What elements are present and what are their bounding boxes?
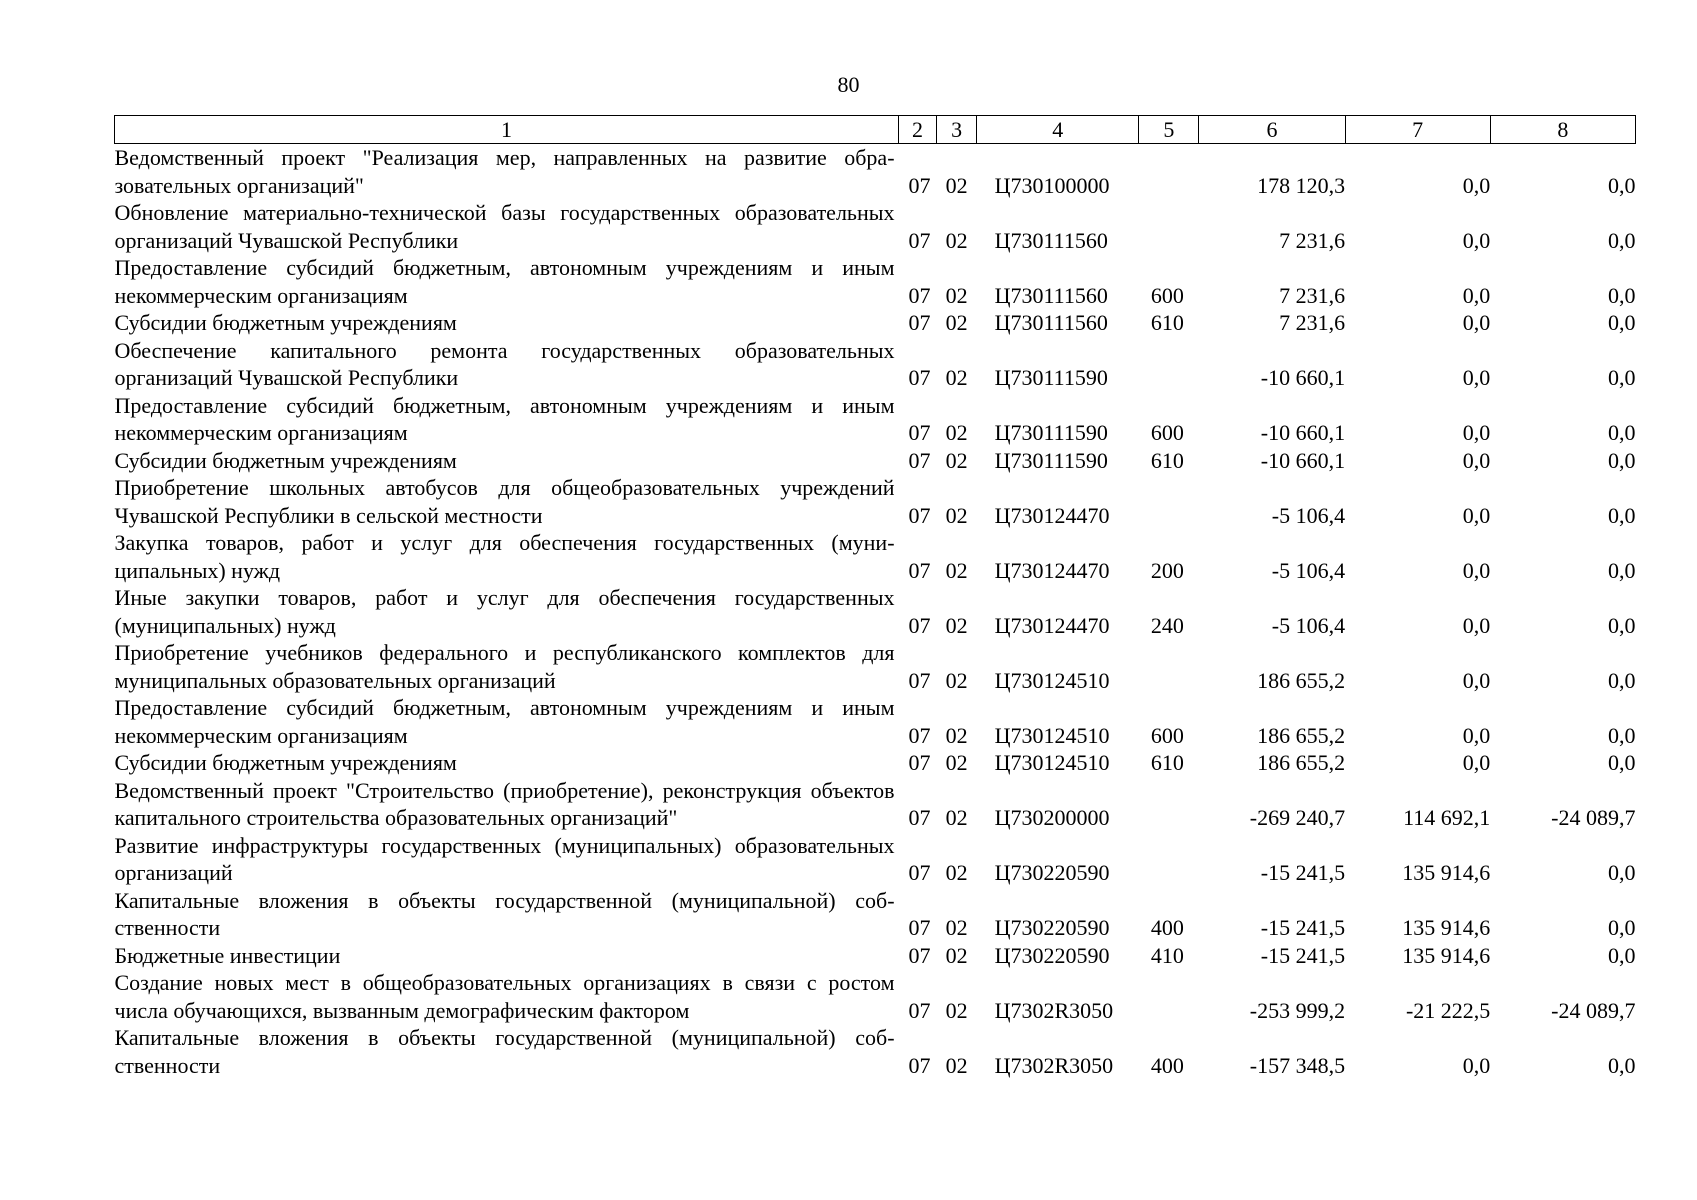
target-article-code: Ц730111590 bbox=[994, 420, 1108, 445]
row-name: Закупка товаров, работ и услуг для обеспечения государственных (муниципальных) нужд bbox=[114, 530, 895, 583]
row-name: Предоставление субсидий бюджетным, автономным учреждениям и иным некоммерческим организациям bbox=[114, 392, 895, 445]
amount-col-7: 0,0 bbox=[1462, 310, 1491, 335]
amount-col-8: -24 089,7 bbox=[1551, 997, 1636, 1023]
amount-col-7: 0,0 bbox=[1462, 420, 1491, 445]
target-article-code: Ц730124470 bbox=[994, 612, 1110, 638]
table-row bbox=[115, 969, 1636, 1024]
target-article-code: Ц730111560 bbox=[994, 310, 1108, 335]
row-name: Субсидии бюджетным учреждениям bbox=[114, 447, 457, 473]
section-code: 07 bbox=[908, 557, 931, 583]
amount-col-6: -15 241,5 bbox=[1260, 860, 1346, 885]
subsection-code: 02 bbox=[945, 502, 968, 528]
amount-col-8: 0,0 bbox=[1608, 1052, 1636, 1078]
amount-col-7: 0,0 bbox=[1462, 227, 1491, 253]
row-name: Субсидии бюджетным учреждениям bbox=[114, 310, 457, 335]
expense-type-code bbox=[1139, 337, 1199, 392]
table-row bbox=[115, 199, 1636, 254]
table-row bbox=[115, 474, 1636, 529]
subsection-code: 02 bbox=[945, 750, 968, 775]
row-name: Ведомственный проект "Реализация мер, направленных на развитие образовательных организаций" bbox=[114, 145, 895, 198]
amount-col-8: 0,0 bbox=[1608, 612, 1636, 638]
target-article-code: Ц7302R3050 bbox=[994, 1052, 1114, 1078]
amount-col-8: 0,0 bbox=[1608, 447, 1636, 473]
amount-col-7: 0,0 bbox=[1462, 282, 1491, 308]
section-code: 07 bbox=[908, 612, 931, 638]
table-row bbox=[115, 584, 1636, 639]
expense-type-code bbox=[1139, 639, 1199, 694]
amount-col-8: 0,0 bbox=[1608, 750, 1636, 775]
row-name: Создание новых мест в общеобразовательных организациях в связи с ростом числа обучающихся, вызванным демографическим фактором bbox=[114, 970, 895, 1023]
amount-col-6: 186 655,2 bbox=[1257, 750, 1346, 775]
target-article-code: Ц730220590 bbox=[994, 860, 1110, 885]
table-row bbox=[115, 639, 1636, 694]
row-name: Приобретение школьных автобусов для общеобразовательных учреждений Чувашской Республики в сельской местности bbox=[114, 475, 895, 528]
expense-type-code: 410 bbox=[1150, 942, 1184, 968]
table-row bbox=[115, 447, 1636, 475]
expense-type-code: 610 bbox=[1150, 750, 1184, 775]
row-name: Развитие инфраструктуры государственных (муниципальных) образовательных организаций bbox=[114, 832, 895, 885]
subsection-code: 02 bbox=[945, 805, 968, 830]
table-row bbox=[115, 392, 1636, 447]
amount-col-8: 0,0 bbox=[1608, 282, 1636, 308]
row-name: Бюджетные инвестиции bbox=[114, 942, 341, 968]
amount-col-8: 0,0 bbox=[1608, 502, 1636, 528]
amount-col-7: 0,0 bbox=[1462, 750, 1491, 775]
amount-col-7: 0,0 bbox=[1462, 447, 1491, 473]
column-header-7: 7 bbox=[1345, 116, 1490, 144]
row-name: Капитальные вложения в объекты государственной (муниципальной) собственности bbox=[114, 887, 895, 940]
amount-col-7: 0,0 bbox=[1462, 722, 1491, 748]
subsection-code: 02 bbox=[945, 227, 968, 253]
amount-col-6: -5 106,4 bbox=[1271, 612, 1346, 638]
amount-col-8: 0,0 bbox=[1608, 420, 1636, 445]
amount-col-8: 0,0 bbox=[1608, 860, 1636, 885]
target-article-code: Ц730124510 bbox=[994, 750, 1110, 775]
section-code: 07 bbox=[908, 365, 931, 390]
target-article-code: Ц730100000 bbox=[994, 172, 1110, 198]
target-article-code: Ц730124510 bbox=[994, 667, 1110, 693]
section-code: 07 bbox=[908, 310, 931, 335]
amount-col-6: -5 106,4 bbox=[1271, 557, 1346, 583]
amount-col-6: 7 231,6 bbox=[1279, 310, 1346, 335]
row-name: Приобретение учебников федерального и республиканского комплектов для муниципальных образовательных организаций bbox=[114, 640, 895, 693]
row-name: Субсидии бюджетным учреждениям bbox=[114, 750, 457, 775]
target-article-code: Ц7302R3050 bbox=[994, 997, 1114, 1023]
section-code: 07 bbox=[908, 997, 931, 1023]
section-code: 07 bbox=[908, 282, 931, 308]
expense-type-code: 400 bbox=[1150, 1052, 1184, 1078]
target-article-code: Ц730124470 bbox=[994, 502, 1110, 528]
amount-col-8: 0,0 bbox=[1608, 722, 1636, 748]
amount-col-7: 0,0 bbox=[1462, 667, 1491, 693]
amount-col-6: -10 660,1 bbox=[1260, 420, 1346, 445]
subsection-code: 02 bbox=[945, 997, 968, 1023]
subsection-code: 02 bbox=[945, 942, 968, 968]
table-row bbox=[115, 337, 1636, 392]
amount-col-8: 0,0 bbox=[1608, 942, 1636, 968]
section-code: 07 bbox=[908, 447, 931, 473]
expense-type-code: 400 bbox=[1150, 915, 1184, 940]
amount-col-8: 0,0 bbox=[1608, 915, 1636, 940]
table-body bbox=[115, 144, 1636, 1080]
subsection-code: 02 bbox=[945, 612, 968, 638]
section-code: 07 bbox=[908, 942, 931, 968]
column-header-3: 3 bbox=[937, 116, 977, 144]
table-row bbox=[115, 1024, 1636, 1079]
section-code: 07 bbox=[908, 1052, 931, 1078]
amount-col-8: 0,0 bbox=[1608, 227, 1636, 253]
subsection-code: 02 bbox=[945, 172, 968, 198]
target-article-code: Ц730124470 bbox=[994, 557, 1110, 583]
amount-col-6: -157 348,5 bbox=[1249, 1052, 1346, 1078]
table-row bbox=[115, 749, 1636, 777]
amount-col-7: 135 914,6 bbox=[1402, 860, 1491, 885]
target-article-code: Ц730220590 bbox=[994, 942, 1110, 968]
subsection-code: 02 bbox=[945, 915, 968, 940]
page-number: 80 bbox=[837, 72, 860, 97]
column-header-5: 5 bbox=[1139, 116, 1199, 144]
target-article-code: Ц730200000 bbox=[994, 805, 1110, 830]
column-header-4: 4 bbox=[977, 116, 1139, 144]
subsection-code: 02 bbox=[945, 1052, 968, 1078]
amount-col-6: -253 999,2 bbox=[1249, 997, 1346, 1023]
table-row bbox=[115, 942, 1636, 970]
amount-col-6: -5 106,4 bbox=[1271, 502, 1346, 528]
section-code: 07 bbox=[908, 915, 931, 940]
target-article-code: Ц730111560 bbox=[994, 227, 1108, 253]
row-name: Предоставление субсидий бюджетным, автономным учреждениям и иным некоммерческим организациям bbox=[114, 695, 895, 748]
table-row bbox=[115, 144, 1636, 200]
amount-col-7: 114 692,1 bbox=[1403, 805, 1491, 830]
table-row bbox=[115, 309, 1636, 337]
amount-col-7: 0,0 bbox=[1462, 502, 1491, 528]
subsection-code: 02 bbox=[945, 310, 968, 335]
amount-col-6: -15 241,5 bbox=[1260, 915, 1346, 940]
amount-col-7: 0,0 bbox=[1462, 172, 1491, 198]
target-article-code: Ц730220590 bbox=[994, 915, 1110, 940]
subsection-code: 02 bbox=[945, 420, 968, 445]
expense-type-code bbox=[1139, 777, 1199, 832]
expense-type-code: 610 bbox=[1150, 310, 1184, 335]
amount-col-8: 0,0 bbox=[1608, 310, 1636, 335]
amount-col-7: 135 914,6 bbox=[1402, 942, 1491, 968]
budget-table bbox=[114, 115, 1636, 1079]
subsection-code: 02 bbox=[945, 365, 968, 390]
table-row bbox=[115, 529, 1636, 584]
subsection-code: 02 bbox=[945, 282, 968, 308]
table-row bbox=[115, 887, 1636, 942]
amount-col-7: -21 222,5 bbox=[1405, 997, 1491, 1023]
amount-col-6: 7 231,6 bbox=[1279, 282, 1346, 308]
amount-col-7: 0,0 bbox=[1462, 557, 1491, 583]
amount-col-8: 0,0 bbox=[1608, 172, 1636, 198]
row-name: Капитальные вложения в объекты государственной (муниципальной) собственности bbox=[114, 1025, 895, 1078]
subsection-code: 02 bbox=[945, 667, 968, 693]
target-article-code: Ц730111590 bbox=[994, 447, 1108, 473]
row-name: Обеспечение капитального ремонта государственных образовательных организаций Чувашской Республики bbox=[114, 337, 895, 390]
section-code: 07 bbox=[908, 667, 931, 693]
table-row bbox=[115, 694, 1636, 749]
table-row bbox=[115, 832, 1636, 887]
expense-type-code bbox=[1139, 144, 1199, 200]
target-article-code: Ц730124510 bbox=[994, 722, 1110, 748]
section-code: 07 bbox=[908, 750, 931, 775]
amount-col-8: 0,0 bbox=[1608, 557, 1636, 583]
amount-col-6: -269 240,7 bbox=[1249, 805, 1346, 830]
subsection-code: 02 bbox=[945, 722, 968, 748]
expense-type-code: 610 bbox=[1150, 447, 1184, 473]
section-code: 07 bbox=[908, 502, 931, 528]
section-code: 07 bbox=[908, 860, 931, 885]
section-code: 07 bbox=[908, 227, 931, 253]
amount-col-8: -24 089,7 bbox=[1551, 805, 1636, 830]
subsection-code: 02 bbox=[945, 557, 968, 583]
column-header-1: 1 bbox=[115, 116, 899, 144]
column-header-2: 2 bbox=[899, 116, 937, 144]
target-article-code: Ц730111560 bbox=[994, 282, 1108, 308]
expense-type-code: 600 bbox=[1150, 722, 1184, 748]
subsection-code: 02 bbox=[945, 447, 968, 473]
expense-type-code: 240 bbox=[1150, 612, 1184, 638]
amount-col-6: 7 231,6 bbox=[1279, 227, 1346, 253]
section-code: 07 bbox=[908, 805, 931, 830]
amount-col-7: 0,0 bbox=[1462, 365, 1491, 390]
amount-col-7: 0,0 bbox=[1462, 612, 1491, 638]
table-row bbox=[115, 777, 1636, 832]
section-code: 07 bbox=[908, 420, 931, 445]
subsection-code: 02 bbox=[945, 860, 968, 885]
expense-type-code bbox=[1139, 474, 1199, 529]
row-name: Обновление материально-технической базы государственных образовательных организаций Чувашской Республики bbox=[114, 200, 895, 253]
expense-type-code: 600 bbox=[1150, 420, 1184, 445]
amount-col-6: -10 660,1 bbox=[1260, 447, 1346, 473]
table-row bbox=[115, 254, 1636, 309]
row-name: Иные закупки товаров, работ и услуг для обеспечения государственных (муниципальных) нужд bbox=[114, 585, 895, 638]
amount-col-8: 0,0 bbox=[1608, 667, 1636, 693]
expense-type-code bbox=[1139, 199, 1199, 254]
amount-col-8: 0,0 bbox=[1608, 365, 1636, 390]
column-header-8: 8 bbox=[1490, 116, 1635, 144]
expense-type-code: 600 bbox=[1150, 282, 1184, 308]
column-number-header bbox=[115, 116, 1636, 144]
amount-col-6: 178 120,3 bbox=[1257, 172, 1346, 198]
row-name: Ведомственный проект "Строительство (приобретение), реконструкция объектов капитального строительства образовательных организаций" bbox=[114, 777, 895, 830]
row-name: Предоставление субсидий бюджетным, автономным учреждениям и иным некоммерческим организациям bbox=[114, 255, 895, 308]
target-article-code: Ц730111590 bbox=[994, 365, 1108, 390]
amount-col-6: -10 660,1 bbox=[1260, 365, 1346, 390]
amount-col-6: -15 241,5 bbox=[1260, 942, 1346, 968]
amount-col-7: 135 914,6 bbox=[1402, 915, 1491, 940]
amount-col-7: 0,0 bbox=[1462, 1052, 1491, 1078]
section-code: 07 bbox=[908, 722, 931, 748]
expense-type-code bbox=[1139, 832, 1199, 887]
column-header-6: 6 bbox=[1199, 116, 1345, 144]
amount-col-6: 186 655,2 bbox=[1257, 722, 1346, 748]
expense-type-code: 200 bbox=[1150, 557, 1184, 583]
amount-col-6: 186 655,2 bbox=[1257, 667, 1346, 693]
section-code: 07 bbox=[908, 172, 931, 198]
expense-type-code bbox=[1139, 969, 1199, 1024]
